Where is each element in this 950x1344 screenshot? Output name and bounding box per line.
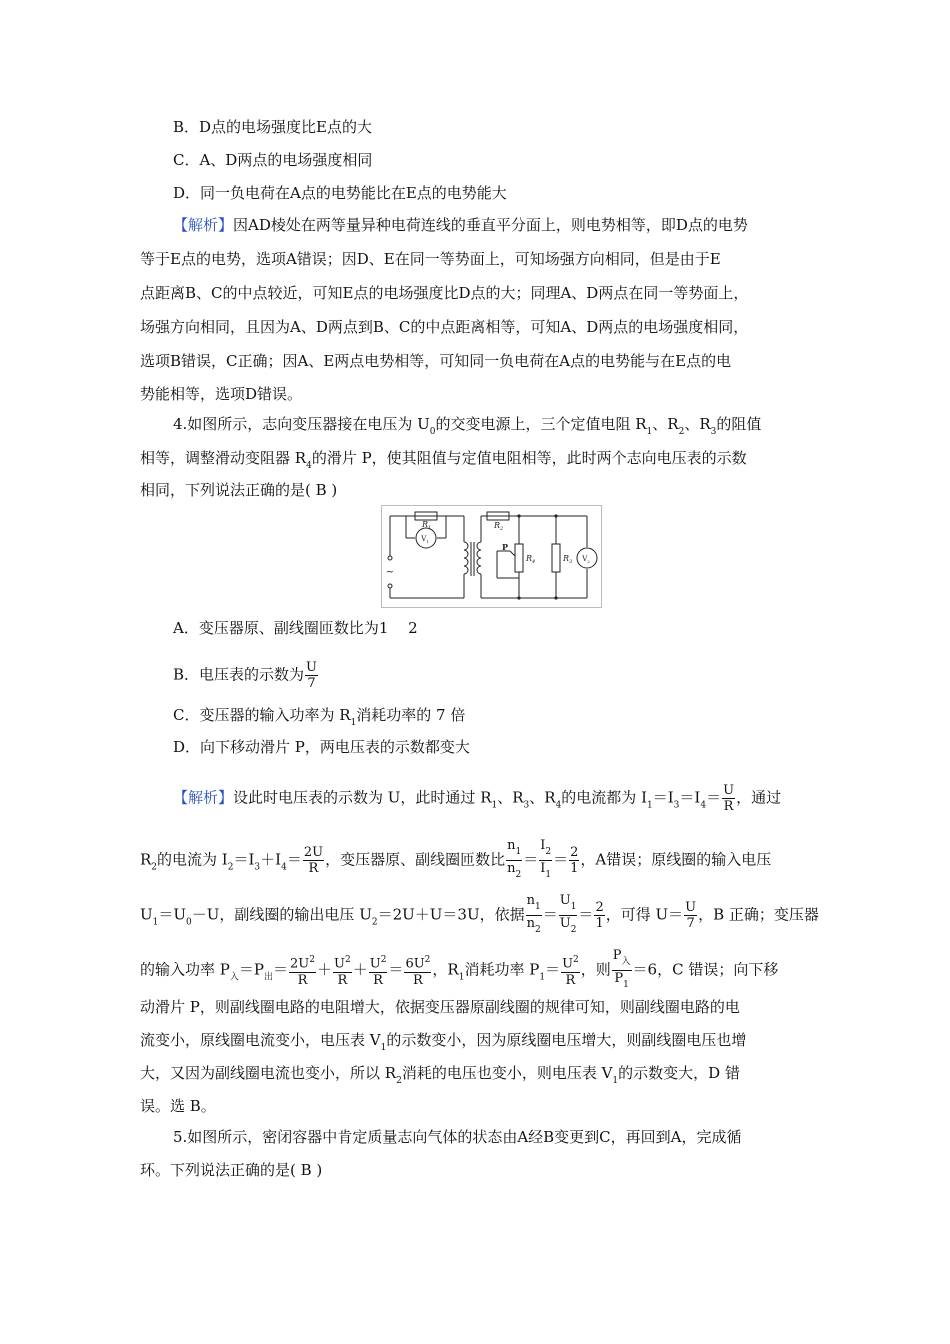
source-terminal-top [388,556,392,560]
q4-option-a: A．变压器原、副线圈匝数比为1 2 [173,619,418,637]
q5-stem-line-2: 环。下列说法正确的是( B ) [140,1161,323,1179]
junction-4 [554,596,557,599]
q3-analysis-line-4: 场强方向相同，且因为A、D两点到B、C的中点距离相等，可知A、D两点的电场强度相同， [140,318,749,336]
source-terminal-bottom [388,584,392,588]
label-slider-p: P [502,542,509,552]
q4-analysis-line-6: 流变小，原线圈电流变小，电压表 $V_1$的示数变小，因为原线圈电压增大，则副线圈电压也增 [140,1031,747,1053]
label-r2: $R_2$ [494,521,504,532]
q3-analysis-line-3: 点距离B、C的中点较近，可知E点的电场强度比D点的大；同理A、D两点在同一等势面上， [140,284,749,302]
q3-analysis-line-1: 【解析】因AD棱处在两等量异种电荷连线的垂直平分面上，则电势相等，即D点的电势 [173,216,748,234]
q4-option-d: D．向下移动滑片 P，两电压表的示数都变大 [173,738,470,756]
q4-stem-line-2: 相等，调整滑动变阻器 $R_4$的滑片 P，使其阻值与定值电阻相等，此时两个志向电压表的示数 [140,449,747,471]
label-r4: $R_4$ [526,554,536,565]
q4-analysis-line-8: 误。选 B。 [140,1097,216,1115]
label-v1: $V_1$ [421,535,429,544]
label-v2: $V_2$ [582,555,590,564]
q4-analysis-line-1: 【解析】设此时电压表的示数为 U，此时通过 $R_1$、$R_3$、$R_4$的电流都为 $I_1=I_3=I_4=$ $\frac{U}{R}$ ，通过 [173,783,782,814]
q5-stem-line-1: 5.如图所示，密闭容器中肯定质量志向气体的状态由A经B变更到C，再回到A，完成循 [173,1128,742,1146]
secondary-coil [477,542,481,574]
junction-3 [517,596,520,599]
q4-analysis-line-5: 动滑片 P，则副线圈电路的电阻增大，依据变压器原副线圈的规律可知，则副线圈电路的电 [140,998,740,1016]
q4-analysis-line-3: $U_1=U_0-U$，副线圈的输出电压 $U_2=2U+U=3U$，依据 $\frac{n_1}{n_2}$ ＝ $\frac{U_1}{U_2}$ ＝ $\frac{2}{1}$ ，可得 U＝ $\frac{U}{7}$ ，B 正确；变压器 [140,893,819,935]
q3-analysis-line-2: 等于E点的电势，选项A错误；因D、E在同一等势面上，可知场强方向相同，但是由于E [140,250,721,268]
analysis-tag: 【解析】 [173,788,234,807]
label-r1: $R_1$ [422,520,432,531]
junction-2 [554,514,557,517]
rheostat-r4 [515,544,523,572]
q4-option-b: B．电压表的示数为 $\frac{U}{7}$ [173,660,317,691]
q4-stem-line-3: 相同，下列说法正确的是( B ) [140,481,338,499]
q4-analysis-line-7: 大，又因为副线圈电流也变小，所以 $R_2$消耗的电压也变小，则电压表 $V_1$的示数变大，D 错 [140,1064,740,1086]
q4-option-c: C．变压器的输入功率为 $R_1$消耗功率的 7 倍 [173,706,466,728]
q3-option-b: B．D点的电场强度比E点的大 [173,118,373,136]
primary-coil [464,542,468,574]
resistor-r3 [552,544,560,572]
label-r3: $R_3$ [563,554,573,565]
q4-analysis-line-2: $R_2$的电流为 $I_2=I_3+I_4=$ $\frac{2U}{R}$ ，变压器原、副线圈匝数比 $\frac{n_1}{n_2}$ ＝ $\frac{I_2}{I_1}$ ＝ $\frac{2}{1}$ ，A错误；原线圈的输入电压 [140,838,772,880]
analysis-tag: 【解析】 [173,216,234,234]
q4-stem-line-1: 4.如图所示，志向变压器接在电压为 $U_0$的交变电源上，三个定值电阻 $R_1$、$R_2$、$R_3$的阻值 [173,415,762,437]
q4-analysis-line-4: 的输入功率 $P_入=P_出=$ $\frac{2U^2}{R}$ ＋ $\frac{U^2}{R}$ ＋ $\frac{U^2}{R}$ ＝ $\frac{6U^2}{R}$ ，$R_1$消耗功率 $P_1=$ $\frac{U^2}{R}$ ，则 $\frac{P_入}{P_1}$ ＝6，C 错误；向下移 [140,948,779,990]
ac-source-icon: ~ [385,567,395,578]
q3-analysis-line-6: 势能相等，选项D错误。 [140,385,303,403]
junction-1 [517,514,520,517]
q3-analysis-line-5: 选项B错误，C正确；因A、E两点电势相等，可知同一负电荷在A点的电势能与在E点的电 [140,352,732,370]
q3-option-d: D．同一负电荷在A点的电势能比在E点的电势能大 [173,184,507,202]
q3-option-c: C．A、D两点的电场强度相同 [173,151,373,169]
transformer-circuit-diagram [381,505,602,608]
